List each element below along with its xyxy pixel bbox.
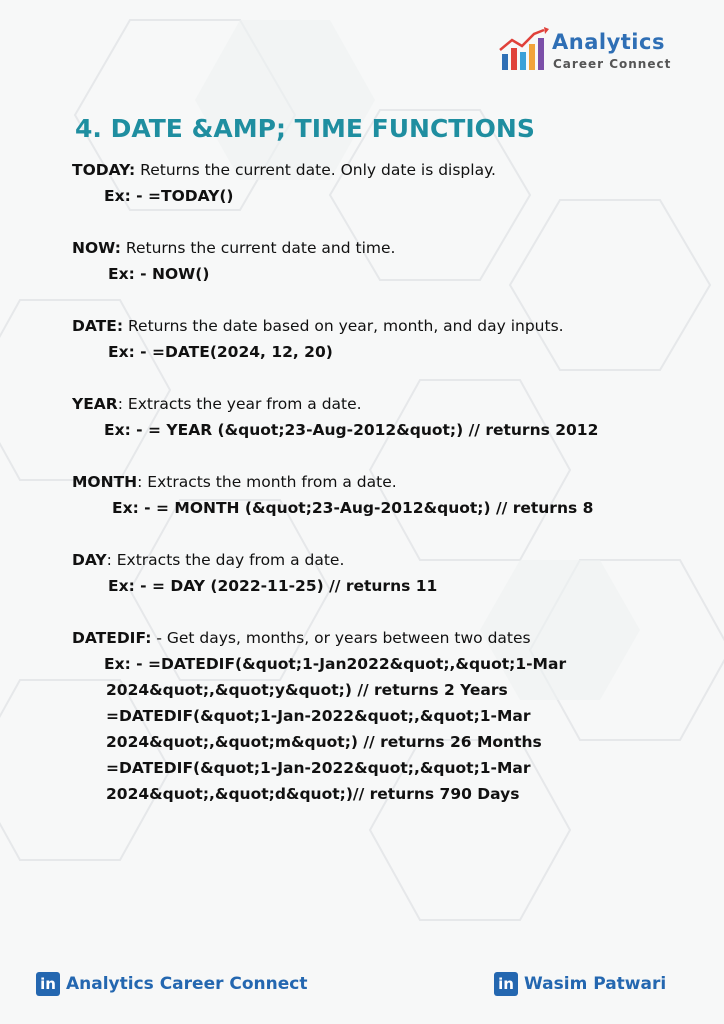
function-now xyxy=(72,235,672,287)
logo-text-analytics: Analytics xyxy=(552,30,665,54)
function-description: - Get days, months, or years between two dates xyxy=(151,629,531,647)
function-example-line: 2024&quot;,&quot;m&quot;) // returns 26 Months xyxy=(106,733,542,751)
linkedin-icon: in xyxy=(494,972,518,996)
logo-text-career-connect: Career Connect xyxy=(553,57,672,71)
function-name: DATEDIF: xyxy=(72,629,152,647)
function-example: Ex: - =DATEDIF(&quot;1-Jan2022&quot;,&quot;1-Mar xyxy=(104,655,567,673)
function-name: MONTH xyxy=(72,473,138,491)
function-example: Ex: - NOW() xyxy=(108,265,210,283)
function-name: TODAY: xyxy=(72,161,136,179)
function-name: DATE: xyxy=(72,317,124,335)
function-example-line: 2024&quot;,&quot;y&quot;) // returns 2 Years xyxy=(106,681,508,699)
function-name: NOW: xyxy=(72,239,121,257)
function-datedif xyxy=(72,625,672,807)
function-description: : Extracts the month from a date. xyxy=(137,473,397,491)
function-day xyxy=(72,547,672,599)
footer-author-text: Wasim Patwari xyxy=(524,974,667,994)
function-today xyxy=(72,157,672,209)
function-name: YEAR xyxy=(72,395,118,413)
function-description: : Extracts the day from a date. xyxy=(106,551,345,569)
function-example: Ex: - =DATE(2024, 12, 20) xyxy=(108,343,333,361)
function-description: Returns the current date. Only date is display. xyxy=(135,161,496,179)
function-example: Ex: - = DAY (2022-11-25) // returns 11 xyxy=(108,577,438,595)
function-year xyxy=(72,391,672,443)
footer-brand-text: Analytics Career Connect xyxy=(66,974,308,994)
page-title: 4. DATE &AMP; TIME FUNCTIONS xyxy=(75,114,535,143)
function-example-line: 2024&quot;,&quot;d&quot;)// returns 790 Days xyxy=(106,785,520,803)
linkedin-icon: in xyxy=(36,972,60,996)
footer-author-link[interactable] xyxy=(494,972,666,996)
function-date xyxy=(72,313,672,365)
brand-logo xyxy=(498,26,698,76)
function-description: Returns the current date and time. xyxy=(120,239,396,257)
footer-brand-link[interactable] xyxy=(36,972,308,996)
function-example: Ex: - = YEAR (&quot;23-Aug-2012&quot;) // returns 2012 xyxy=(104,421,599,439)
function-name: DAY xyxy=(72,551,107,569)
function-example: Ex: - = MONTH (&quot;23-Aug-2012&quot;) // returns 8 xyxy=(112,499,594,517)
function-description: : Extracts the year from a date. xyxy=(117,395,362,413)
bar-chart-logo-icon xyxy=(498,26,550,72)
function-month xyxy=(72,469,672,521)
function-example-line: =DATEDIF(&quot;1-Jan-2022&quot;,&quot;1-Mar xyxy=(106,707,531,725)
function-example: Ex: - =TODAY() xyxy=(104,187,234,205)
function-description: Returns the date based on year, month, and day inputs. xyxy=(123,317,564,335)
function-example-line: =DATEDIF(&quot;1-Jan-2022&quot;,&quot;1-Mar xyxy=(106,759,531,777)
function-list xyxy=(72,157,672,833)
